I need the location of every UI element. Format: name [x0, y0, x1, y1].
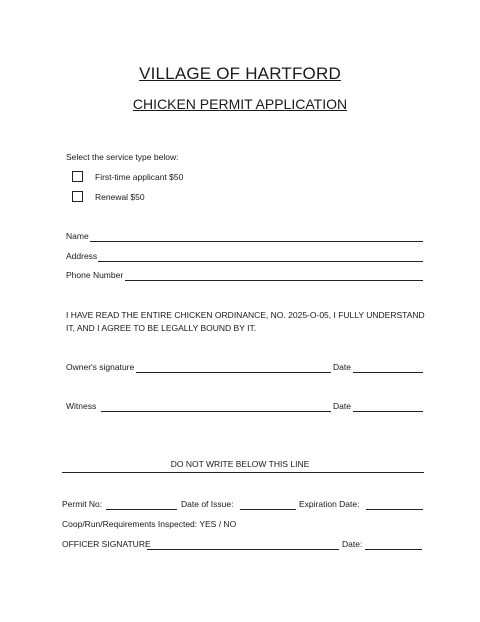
- owner-date-line[interactable]: [353, 372, 423, 373]
- date-of-issue-line[interactable]: [240, 509, 296, 510]
- address-label: Address: [66, 251, 98, 261]
- renewal-option-label: Renewal $50: [95, 192, 145, 202]
- name-label: Name: [66, 231, 89, 241]
- owner-signature-label: Owner's signature: [66, 362, 135, 372]
- officer-signature-label: OFFICER SIGNATURE: [62, 539, 151, 549]
- witness-date-line[interactable]: [353, 411, 423, 412]
- officer-date-label: Date:: [342, 539, 363, 549]
- owner-signature-line[interactable]: [136, 372, 331, 373]
- form-subtitle: CHICKEN PERMIT APPLICATION: [132, 96, 348, 112]
- witness-date-label: Date: [333, 401, 351, 411]
- first-time-checkbox[interactable]: [72, 171, 83, 182]
- witness-label: Witness: [66, 401, 97, 411]
- address-field-line[interactable]: [98, 261, 423, 262]
- date-of-issue-label: Date of Issue:: [181, 499, 234, 509]
- expiration-date-label: Expiration Date:: [299, 499, 360, 509]
- service-type-prompt: Select the service type below:: [66, 152, 179, 162]
- renewal-checkbox[interactable]: [72, 191, 83, 202]
- office-use-divider-line: [62, 472, 424, 473]
- name-field-line[interactable]: [90, 241, 423, 242]
- permit-no-label: Permit No:: [62, 499, 103, 509]
- office-use-divider-label: DO NOT WRITE BELOW THIS LINE: [170, 459, 310, 469]
- phone-field-line[interactable]: [125, 280, 423, 281]
- officer-signature-line[interactable]: [147, 549, 339, 550]
- expiration-date-line[interactable]: [366, 509, 423, 510]
- owner-date-label: Date: [333, 362, 351, 372]
- phone-label: Phone Number: [66, 270, 124, 280]
- form-title: VILLAGE OF HARTFORD: [139, 64, 341, 83]
- permit-no-line[interactable]: [106, 509, 177, 510]
- ordinance-statement: I HAVE READ THE ENTIRE CHICKEN ORDINANCE, NO. 2025-O-05, I FULLY UNDERSTAND IT, AND I AGREE TO BE LEGALLY BOUND BY IT.: [66, 310, 425, 333]
- witness-signature-line[interactable]: [101, 411, 331, 412]
- first-time-option-label: First-time applicant $50: [95, 172, 184, 182]
- officer-date-line[interactable]: [365, 549, 422, 550]
- inspection-status-text: Coop/Run/Requirements Inspected: YES / NO: [62, 519, 237, 529]
